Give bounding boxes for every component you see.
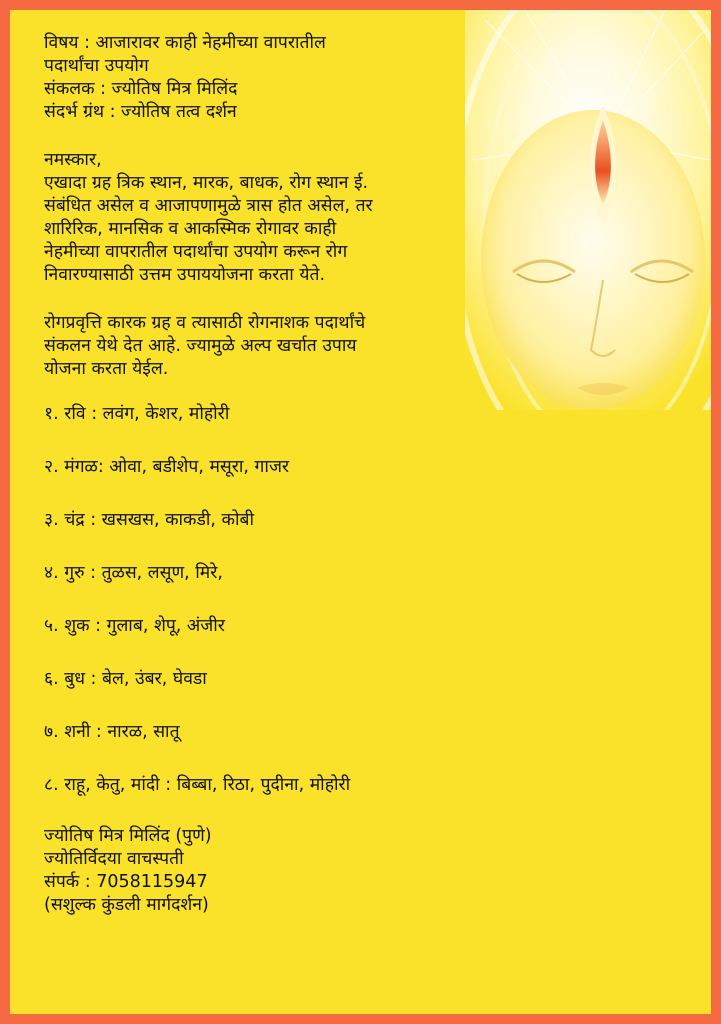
- summary-paragraph: [44, 312, 499, 381]
- contact-number: संपर्क : 7058115947: [44, 872, 208, 892]
- remedy-item: ५. शुक : गुलाब, शेपू, अंजीर: [44, 616, 225, 636]
- remedy-item: २. मंगळ: ओवा, बडीशेप, मसूरा, गाजर: [44, 457, 290, 477]
- remedy-item: ७. शनी : नारळ, सातू: [44, 722, 180, 742]
- poster: [10, 10, 711, 1014]
- subject-line: विषय : आजारावर काही नेहमीच्या वापरातील: [44, 33, 326, 53]
- author-title: ज्योतिर्विदया वाचस्पती: [44, 849, 184, 869]
- intro-line: निवारण्यासाठी उत्तम उपाययोजना करता येते.: [44, 265, 326, 285]
- service-note: (सशुल्क कुंडली मार्गदर्शन): [44, 895, 209, 915]
- remedy-list: [44, 403, 484, 800]
- summary-line: योजना करता येईल.: [44, 359, 169, 379]
- intro-paragraph: [44, 149, 499, 287]
- intro-line: नेहमीच्या वापरातील पदार्थांचा उपयोग करून रोग: [44, 242, 348, 262]
- remedy-item: ८. राहू, केतु, मांदी : बिब्बा, रिठा, पुदीना, मोहोरी: [44, 775, 351, 795]
- remedy-item: ३. चंद्र : खसखस, काकडी, कोबी: [44, 510, 254, 530]
- divine-face-illustration: [465, 10, 711, 410]
- intro-line: संबंधित असेल व आजापणामुळे त्रास होत असेल, तर: [44, 196, 373, 216]
- greeting: नमस्कार,: [44, 150, 102, 170]
- summary-line: संकलन येथे देत आहे. ज्यामुळे अल्प खर्चात उपाय: [44, 336, 357, 356]
- intro-line: शारिरिक, मानसिक व आकस्मिक रोगावर काही: [44, 219, 337, 239]
- compiler-line: संकलक : ज्योतिष मित्र मिलिंद: [44, 79, 238, 99]
- subject-line-continued: पदार्थांचा उपयोग: [44, 56, 149, 76]
- remedy-item: १. रवि : लवंग, केशर, मोहोरी: [44, 404, 230, 424]
- remedy-item: ४. गुरु : तुळस, लसूण, मिरे,: [44, 563, 223, 583]
- author-name: ज्योतिष मित्र मिलिंद (पुणे): [44, 826, 212, 846]
- remedy-item: ६. बुध : बेल, उंबर, घेवडा: [44, 669, 207, 689]
- signature-block: [44, 825, 484, 917]
- intro-line: एखादा ग्रह त्रिक स्थान, मारक, बाधक, रोग स्थान ई.: [44, 173, 369, 193]
- article-text: [44, 32, 484, 917]
- reference-line: संदर्भ ग्रंथ : ज्योतिष तत्व दर्शन: [44, 102, 237, 122]
- summary-line: रोगप्रवृत्ति कारक ग्रह व त्यासाठी रोगनाशक पदार्थांचे: [44, 313, 366, 333]
